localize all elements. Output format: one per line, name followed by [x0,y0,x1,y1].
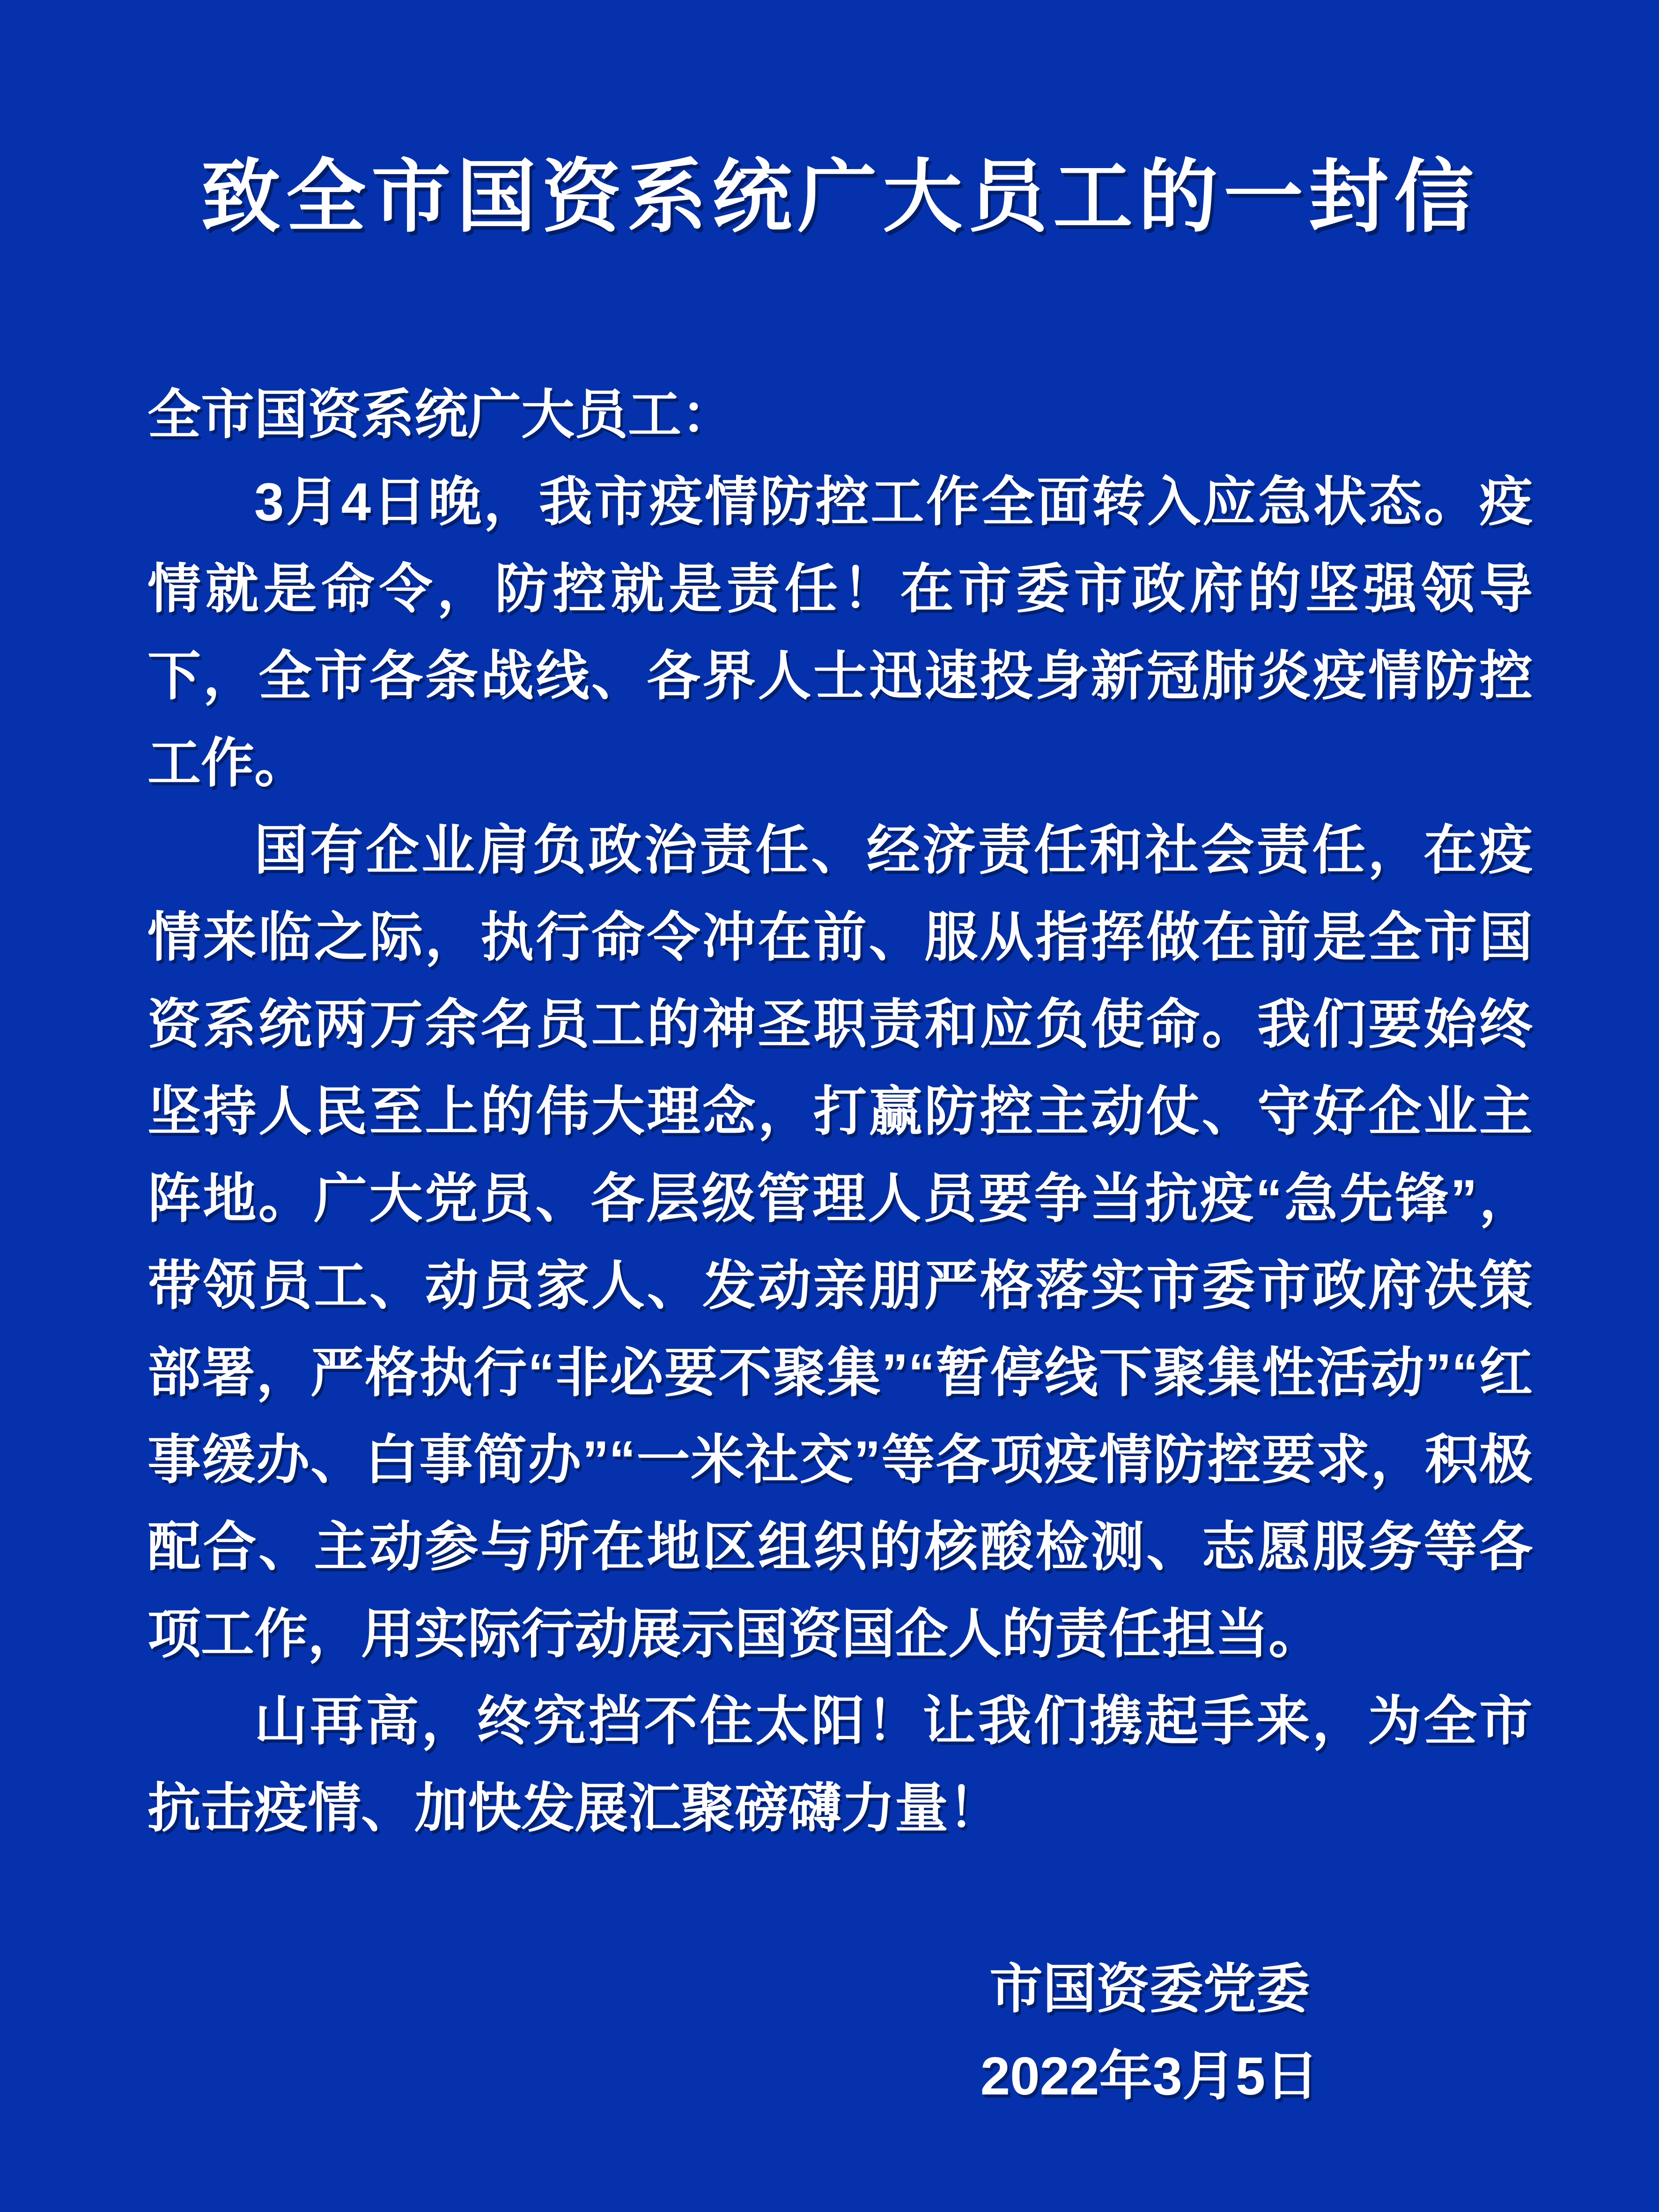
signature-block [798,1946,1501,2120]
letter-paragraph-2: 国有企业肩负政治责任、经济责任和社会责任，在疫情来临之际，执行命令冲在前、服从指挥做在前是全市国资系统两万余名员工的神圣职责和应负使命。我们要始终坚持人民至上的伟大理念，打赢防控主动仗、守好企业主阵地。广大党员、各层级管理人员要争当抗疫“急先锋”，带领员工、动员家人、发动亲朋严格落实市委市政府决策部署，严格执行“非必要不聚集”“暂停线下聚集性活动”“红事缓办、白事简办”“一米社交”等各项疫情防控要求，积极配合、主动参与所在地区组织的核酸检测、志愿服务等各项工作，用实际行动展示国资国企人的责任担当。 [147,821,1533,1664]
letter-salutation: 全市国资系统广大员工： [147,385,735,445]
letter-signature: 市国资委党委 [989,1960,1310,2019]
letter-date: 2022年3月5日 [980,2047,1319,2106]
letter-title: 致全市国资系统广大员工的一封信 [200,154,1479,242]
letter-paragraph-3: 山再高，终究挡不住太阳！让我们携起手来，为全市抗击疫情、加快发展汇聚磅礴力量！ [147,1692,1533,1838]
letter-paragraph-1: 3月4日晚，我市疫情防控工作全面转入应急状态。疫情就是命令，防控就是责任！在市委市政府的坚强领导下，全市各条战线、各界人士迅速投身新冠肺炎疫情防控工作。 [147,472,1533,793]
